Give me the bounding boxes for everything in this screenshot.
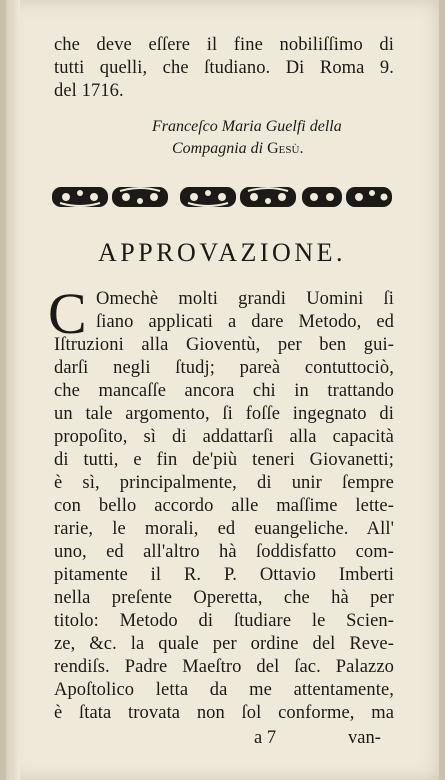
- ornament-block-icon: [240, 187, 296, 207]
- text-line: propoſito, sì di addattarſi alla capacità: [54, 427, 394, 447]
- ornament-block-icon: [346, 187, 392, 207]
- text-line: un tale argomento, ſi foſſe ingegnato di: [54, 404, 394, 424]
- signature-prefix: Compagnia di: [172, 140, 264, 157]
- text-line: pitamente il R. P. Ottavio Imberti: [54, 565, 394, 585]
- text-line: darſi negli ſtudj; pareà contuttociò,: [54, 358, 394, 378]
- text-line: titolo: Metodo di ſtudiare le Scien-: [54, 611, 394, 631]
- signature-suffix: .: [299, 140, 304, 157]
- section-heading: APPROVAZIONE.: [98, 238, 346, 267]
- book-page: [6, 0, 439, 780]
- text-line: Iſtruzioni alla Gioventù, per ben gui-: [54, 335, 394, 355]
- page-gutter-shadow: [6, 0, 20, 780]
- signature-name: Gesù: [267, 140, 300, 157]
- text-line: con bello accordo alle maſſime lette-: [54, 496, 394, 516]
- text-line: tutti quelli, che ſtudiano. Di Roma 9.: [54, 58, 394, 78]
- text-line: di tutti, e fin de'più teneri Giovanetti;: [54, 450, 394, 470]
- signature-line-2: [172, 140, 303, 158]
- signature-line-1: Franceſco Maria Guelfi della: [152, 118, 342, 135]
- catchword: van-: [348, 728, 381, 748]
- text-line: che deve eſſere il fine nobiliſſimo di: [54, 35, 394, 55]
- text-line: uno, ed all'altro hà ſoddisfatto com-: [54, 542, 394, 562]
- ornament-block-icon: [180, 187, 236, 207]
- text-line: rarie, le morali, ed euangeliche. All': [54, 519, 394, 539]
- drop-cap: C: [48, 281, 87, 346]
- ornament-band: [52, 183, 392, 211]
- text-line: è ſtata trovata non ſol conforme, ma: [54, 703, 394, 723]
- ornament-block-icon: [52, 187, 108, 207]
- text-line: ze, &c. la quale per ordine del Reve-: [54, 634, 394, 654]
- signature-mark: a 7: [254, 728, 277, 748]
- ornament-block-icon: [302, 187, 342, 207]
- text-line: rendiſs. Padre Maeſtro del ſac. Palazzo: [54, 657, 394, 677]
- text-line: Omechè molti grandi Uomini ſi: [96, 289, 394, 309]
- text-line: è sì, principalmente, di unir ſempre: [54, 473, 394, 493]
- text-line: che mancaſſe ancora chi in trattando: [54, 381, 394, 401]
- ornament-block-icon: [112, 187, 168, 207]
- text-line: Apoſtolico letta da me attentamente,: [54, 680, 394, 700]
- text-line: nella preſente Operetta, che hà per: [54, 588, 394, 608]
- text-line: del 1716.: [54, 81, 124, 101]
- text-line: ſiano applicati a dare Metodo, ed: [96, 312, 394, 332]
